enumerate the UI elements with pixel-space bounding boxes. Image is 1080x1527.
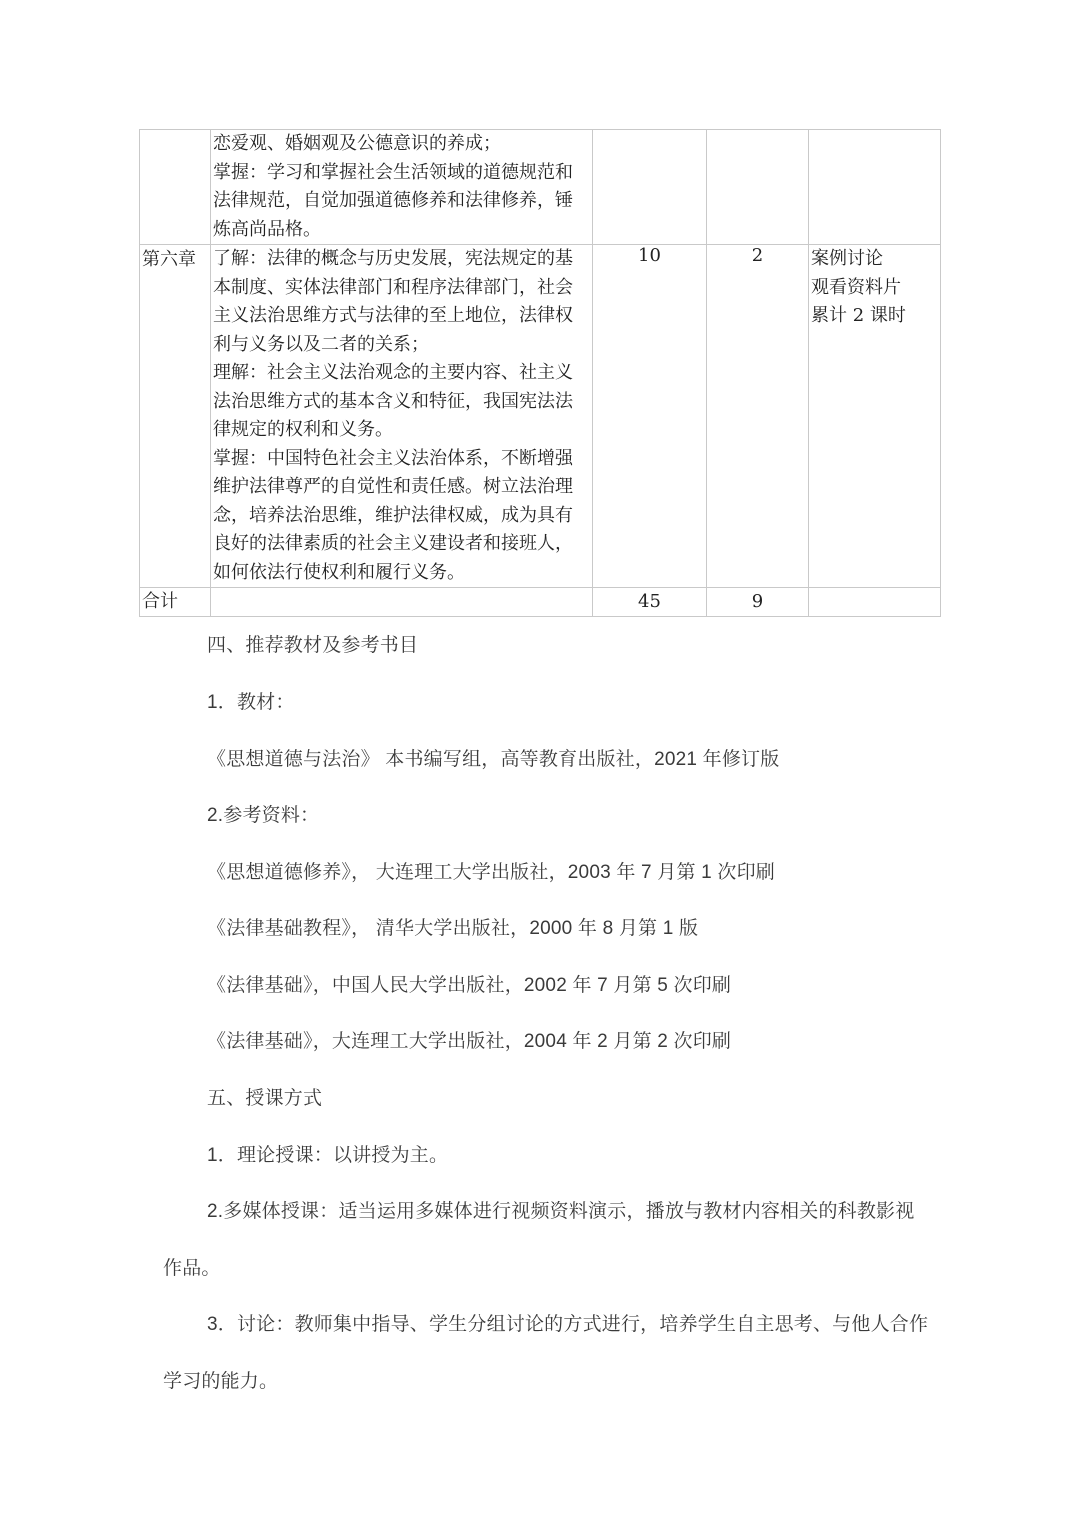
reference-line: 《法律基础》，大连理工大学出版社，2004 年 2 月第 2 次印刷 [207, 1031, 732, 1052]
reference-line: 《法律基础》，中国人民大学出版社，2002 年 7 月第 5 次印刷 [207, 975, 732, 996]
reference-line: 《思想道德修养》， 大连理工大学出版社，2003 年 7 月第 1 次印刷 [207, 862, 775, 883]
content-line: 法律规范，自觉加强道德修养和法律修养，锤 [213, 190, 573, 211]
content-line: 掌握：学习和掌握社会生活领域的道德规范和 [213, 161, 573, 183]
note-line: 观看资料片 [811, 276, 901, 298]
chapter-cell: 第六章 [140, 245, 211, 588]
table-row [140, 130, 941, 245]
content-line: 理解：社会主义法治观念的主要内容、社主义 [213, 362, 573, 383]
content-line: 如何依法行使权利和履行义务。 [213, 561, 465, 583]
textbook-line: 《思想道德与法治》 本书编写组，高等教育出版社，2021 年修订版 [207, 749, 780, 770]
list-item: 3．讨论：教师集中指导、学生分组讨论的方式进行，培养学生自主思考、与他人合作 [207, 1314, 929, 1335]
content-line: 念，培养法治思维，维护法律权威，成为具有 [213, 504, 573, 526]
content-line: 主义法治思维方式与法律的至上地位，法律权 [213, 305, 573, 326]
total-hours-cell: 45 [593, 588, 707, 617]
list-item-continuation: 学习的能力。 [163, 1371, 279, 1392]
note-cell [809, 130, 941, 245]
content-line: 本制度、实体法律部门和程序法律部门，社会 [213, 276, 573, 298]
content-cell [211, 130, 593, 245]
note-line: 案例讨论 [811, 248, 883, 269]
total-note-cell [809, 588, 941, 617]
table-total-row [140, 588, 941, 617]
syllabus-table [139, 129, 941, 617]
list-item: 1．教材： [207, 692, 295, 713]
list-item: 2.参考资料： [207, 805, 320, 826]
content-line: 利与义务以及二者的关系； [213, 333, 429, 355]
content-line: 掌握：中国特色社会主义法治体系，不断增强 [213, 447, 573, 469]
content-line: 维护法律尊严的自觉性和责任感。树立法治理 [213, 476, 573, 497]
section-heading: 四、推荐教材及参考书目 [207, 635, 419, 656]
note-cell [809, 245, 941, 588]
section-heading: 五、授课方式 [207, 1088, 323, 1109]
content-line: 了解：法律的概念与历史发展，宪法规定的基 [213, 248, 573, 269]
note-line: 累计 2 课时 [811, 305, 906, 326]
list-item-continuation: 作品。 [163, 1258, 221, 1279]
content-cell [211, 245, 593, 588]
list-item: 1．理论授课：以讲授为主。 [207, 1145, 449, 1166]
chapter-cell [140, 130, 211, 245]
total-content-cell [211, 588, 593, 617]
hours-cell [593, 130, 707, 245]
total-practice-cell: 9 [707, 588, 809, 617]
total-label-cell: 合计 [140, 588, 211, 617]
content-line: 律规定的权利和义务。 [213, 419, 393, 440]
reference-line: 《法律基础教程》， 清华大学出版社，2000 年 8 月第 1 版 [207, 918, 699, 939]
content-line: 法治思维方式的基本含义和特征，我国宪法法 [213, 390, 573, 412]
content-line: 炼高尚品格。 [213, 218, 321, 240]
practice-cell: 2 [707, 245, 809, 588]
content-line: 恋爱观、婚姻观及公德意识的养成； [213, 133, 501, 154]
content-line: 良好的法律素质的社会主义建设者和接班人， [213, 533, 573, 554]
table-row [140, 245, 941, 588]
hours-cell: 10 [593, 245, 707, 588]
list-item: 2.多媒体授课：适当运用多媒体进行视频资料演示，播放与教材内容相关的科教影视 [207, 1201, 915, 1222]
practice-cell [707, 130, 809, 245]
